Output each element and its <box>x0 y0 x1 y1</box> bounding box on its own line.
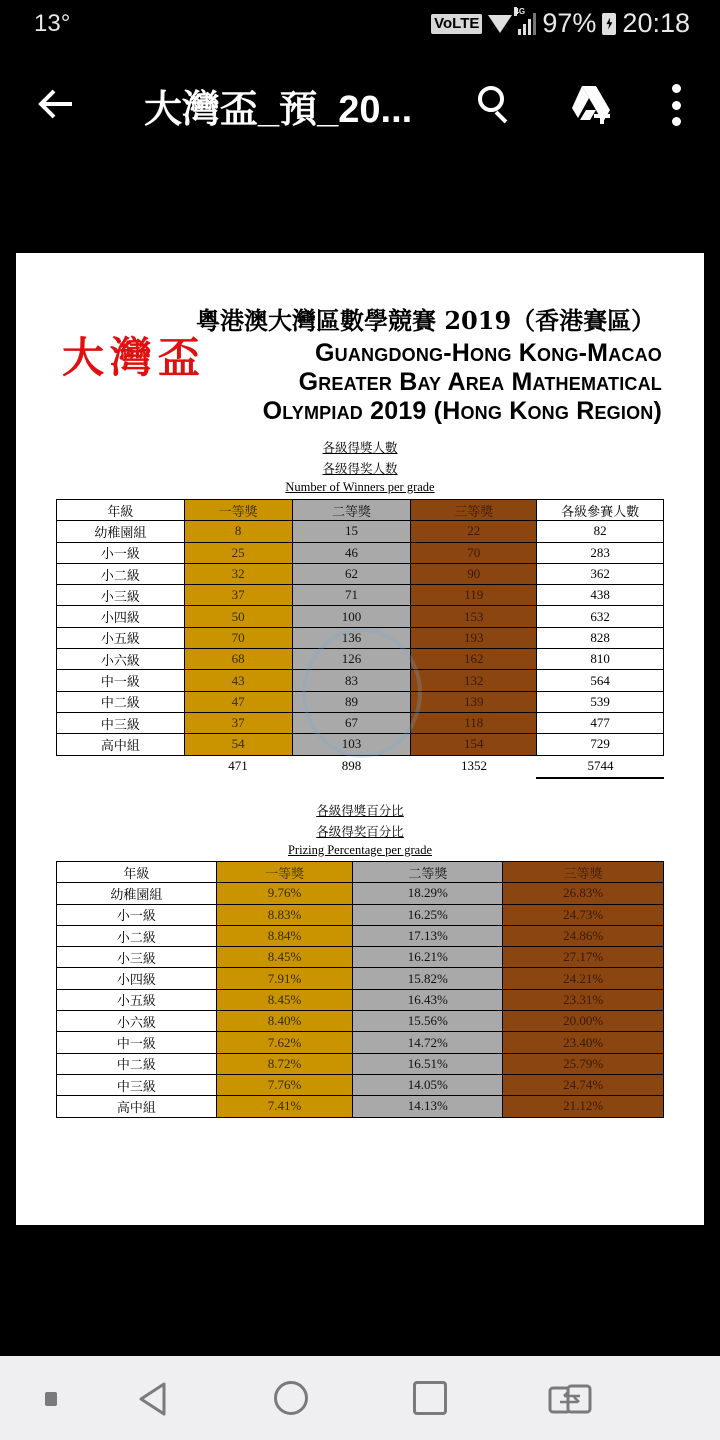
column-header: 一等獎 <box>184 500 292 521</box>
total-third: 1352 <box>461 758 487 773</box>
value-cell: 539 <box>537 691 664 712</box>
clock: 20:18 <box>622 8 690 38</box>
dot-icon[interactable] <box>45 1392 57 1406</box>
table-row <box>57 734 664 755</box>
value-cell: 67 <box>292 712 411 733</box>
signal-icon <box>514 6 536 35</box>
value-cell: 139 <box>411 691 537 712</box>
value-cell: 193 <box>411 627 537 648</box>
grade-cell: 高中組 <box>57 1096 217 1117</box>
value-cell: 37 <box>184 585 292 606</box>
value-cell: 15.82% <box>353 968 503 989</box>
value-cell: 50 <box>184 606 292 627</box>
value-cell: 32 <box>184 563 292 584</box>
grade-cell: 小四級 <box>57 606 185 627</box>
table-row <box>57 947 664 968</box>
table-row <box>57 883 664 904</box>
column-header: 年級 <box>57 500 185 521</box>
app-bar <box>0 60 720 150</box>
table-row <box>57 585 664 606</box>
table-row <box>57 1053 664 1074</box>
grade-cell: 幼稚園組 <box>57 883 217 904</box>
value-cell: 62 <box>292 563 411 584</box>
value-cell: 15.56% <box>353 1011 503 1032</box>
grade-cell: 高中組 <box>57 734 185 755</box>
value-cell: 20.00% <box>503 1011 664 1032</box>
grade-cell: 小六級 <box>57 649 185 670</box>
table-row <box>57 649 664 670</box>
logo-text: 大灣盃 <box>62 333 207 382</box>
table-row <box>57 691 664 712</box>
table-row <box>57 904 664 925</box>
value-cell: 153 <box>411 606 537 627</box>
grade-cell: 小一級 <box>57 904 217 925</box>
percent-caption-en: Prizing Percentage per grade <box>287 843 433 857</box>
value-cell: 54 <box>184 734 292 755</box>
value-cell: 8.83% <box>216 904 353 925</box>
table-row <box>57 925 664 946</box>
total-underline <box>536 777 664 779</box>
grade-cell: 小三級 <box>57 585 185 606</box>
value-cell: 729 <box>537 734 664 755</box>
percentage-table <box>56 861 664 1118</box>
value-cell: 89 <box>292 691 411 712</box>
value-cell: 16.21% <box>353 947 503 968</box>
value-cell: 23.40% <box>503 1032 664 1053</box>
value-cell: 7.41% <box>216 1096 353 1117</box>
value-cell: 14.72% <box>353 1032 503 1053</box>
grade-cell: 小四級 <box>57 968 217 989</box>
value-cell: 23.31% <box>503 989 664 1010</box>
drive-add-icon[interactable] <box>568 84 614 126</box>
title-english <box>263 339 662 426</box>
table-row <box>57 670 664 691</box>
value-cell: 46 <box>292 542 411 563</box>
status-bar <box>0 0 720 48</box>
value-cell: 100 <box>292 606 411 627</box>
document-title: 大灣盃_預_20... <box>144 89 413 131</box>
table-row <box>57 1096 664 1117</box>
total-second: 898 <box>341 758 362 773</box>
grade-cell: 小五級 <box>57 627 185 648</box>
volte-icon: VoLTE <box>431 14 482 34</box>
switch-apps-icon[interactable] <box>548 1384 592 1419</box>
value-cell: 9.76% <box>216 883 353 904</box>
value-cell: 68 <box>184 649 292 670</box>
value-cell: 24.21% <box>503 968 664 989</box>
value-cell: 70 <box>411 542 537 563</box>
total-first: 471 <box>228 758 248 773</box>
grade-cell: 小一級 <box>57 542 185 563</box>
value-cell: 82 <box>537 521 664 542</box>
column-header: 年級 <box>57 862 217 883</box>
value-cell: 162 <box>411 649 537 670</box>
title-chinese: 粵港澳大灣區數學競賽 2019（香港賽區） <box>196 306 656 335</box>
grade-cell: 小二級 <box>57 563 185 584</box>
value-cell: 27.17% <box>503 947 664 968</box>
value-cell: 22 <box>411 521 537 542</box>
value-cell: 37 <box>184 712 292 733</box>
battery-charging-icon <box>602 13 616 35</box>
winners-caption-en: Number of Winners per grade <box>285 480 435 494</box>
value-cell: 8.40% <box>216 1011 353 1032</box>
table-header-row <box>57 500 664 521</box>
network-type: 4G <box>514 6 526 16</box>
value-cell: 119 <box>411 585 537 606</box>
grade-cell: 小五級 <box>57 989 217 1010</box>
value-cell: 17.13% <box>353 925 503 946</box>
value-cell: 70 <box>184 627 292 648</box>
status-icons <box>431 8 690 39</box>
percent-caption-simp: 各级得奖百分比 <box>316 825 404 839</box>
system-nav-bar <box>0 1356 720 1440</box>
value-cell: 14.13% <box>353 1096 503 1117</box>
battery-percent: 97% <box>542 8 597 38</box>
winners-totals-row <box>56 758 664 780</box>
value-cell: 43 <box>184 670 292 691</box>
winners-caption-simp: 各级得奖人数 <box>322 462 398 476</box>
value-cell: 283 <box>537 542 664 563</box>
grade-cell: 小二級 <box>57 925 217 946</box>
column-header: 二等獎 <box>292 500 411 521</box>
grade-cell: 中一級 <box>57 1032 217 1053</box>
percent-caption-trad: 各級得獎百分比 <box>316 804 404 818</box>
wifi-icon <box>488 15 512 33</box>
value-cell: 103 <box>292 734 411 755</box>
column-header: 各級參賽人數 <box>537 500 664 521</box>
grade-cell: 中三級 <box>57 1074 217 1095</box>
winners-table <box>56 499 664 756</box>
value-cell: 71 <box>292 585 411 606</box>
grade-cell: 小三級 <box>57 947 217 968</box>
grade-cell: 中二級 <box>57 1053 217 1074</box>
column-header: 一等獎 <box>216 862 353 883</box>
table-row <box>57 627 664 648</box>
winners-caption-trad: 各級得獎人數 <box>322 441 398 455</box>
table-row <box>57 521 664 542</box>
title-english-line: Greater Bay Area Mathematical <box>298 368 662 396</box>
value-cell: 8 <box>184 521 292 542</box>
value-cell: 25 <box>184 542 292 563</box>
value-cell: 16.43% <box>353 989 503 1010</box>
total-participants: 5744 <box>587 758 614 773</box>
document-page <box>16 253 704 1225</box>
temperature: 13° <box>34 10 71 37</box>
value-cell: 16.51% <box>353 1053 503 1074</box>
value-cell: 25.79% <box>503 1053 664 1074</box>
table-row <box>57 968 664 989</box>
title-english-line: Guangdong-Hong Kong-Macao <box>315 339 662 367</box>
grade-cell: 中二級 <box>57 691 185 712</box>
value-cell: 8.72% <box>216 1053 353 1074</box>
grade-cell: 中三級 <box>57 712 185 733</box>
value-cell: 7.91% <box>216 968 353 989</box>
table-row <box>57 1032 664 1053</box>
value-cell: 362 <box>537 563 664 584</box>
value-cell: 564 <box>537 670 664 691</box>
value-cell: 8.45% <box>216 989 353 1010</box>
value-cell: 47 <box>184 691 292 712</box>
value-cell: 7.76% <box>216 1074 353 1095</box>
value-cell: 132 <box>411 670 537 691</box>
value-cell: 16.25% <box>353 904 503 925</box>
value-cell: 810 <box>537 649 664 670</box>
table-row <box>57 606 664 627</box>
value-cell: 477 <box>537 712 664 733</box>
table-row <box>57 712 664 733</box>
value-cell: 438 <box>537 585 664 606</box>
table-header-row <box>57 862 664 883</box>
table-row <box>57 1011 664 1032</box>
table-row <box>57 989 664 1010</box>
title-english-line: Olympiad 2019 (Hong Kong Region) <box>262 397 662 425</box>
value-cell: 15 <box>292 521 411 542</box>
value-cell: 8.45% <box>216 947 353 968</box>
value-cell: 83 <box>292 670 411 691</box>
value-cell: 24.73% <box>503 904 664 925</box>
value-cell: 24.86% <box>503 925 664 946</box>
table-row <box>57 563 664 584</box>
grade-cell: 幼稚園組 <box>57 521 185 542</box>
column-header: 三等獎 <box>503 862 664 883</box>
value-cell: 26.83% <box>503 883 664 904</box>
value-cell: 18.29% <box>353 883 503 904</box>
search-icon[interactable] <box>478 86 512 122</box>
value-cell: 126 <box>292 649 411 670</box>
column-header: 二等獎 <box>353 862 503 883</box>
value-cell: 14.05% <box>353 1074 503 1095</box>
table-row <box>57 542 664 563</box>
value-cell: 632 <box>537 606 664 627</box>
value-cell: 21.12% <box>503 1096 664 1117</box>
value-cell: 118 <box>411 712 537 733</box>
back-triangle-icon[interactable] <box>136 1381 172 1422</box>
column-header: 三等獎 <box>411 500 537 521</box>
more-vert-icon[interactable] <box>668 84 684 126</box>
grade-cell: 中一級 <box>57 670 185 691</box>
value-cell: 828 <box>537 627 664 648</box>
grade-cell: 小六級 <box>57 1011 217 1032</box>
recents-square-icon[interactable] <box>413 1381 447 1415</box>
value-cell: 136 <box>292 627 411 648</box>
value-cell: 7.62% <box>216 1032 353 1053</box>
value-cell: 154 <box>411 734 537 755</box>
table-row <box>57 1074 664 1095</box>
value-cell: 8.84% <box>216 925 353 946</box>
home-circle-icon[interactable] <box>274 1381 308 1415</box>
value-cell: 24.74% <box>503 1074 664 1095</box>
value-cell: 90 <box>411 563 537 584</box>
back-arrow-icon[interactable] <box>36 82 76 126</box>
